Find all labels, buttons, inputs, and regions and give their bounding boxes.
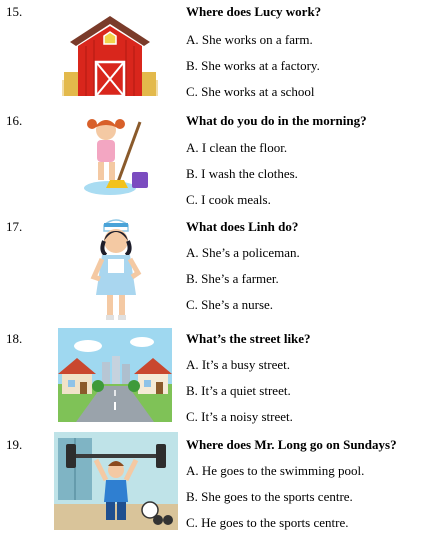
question-text: What do you do in the morning? bbox=[186, 113, 367, 128]
option-b[interactable]: B. She works at a factory. bbox=[186, 58, 320, 73]
option-a[interactable]: A. She works on a farm. bbox=[186, 32, 313, 47]
option-a[interactable]: A. She’s a policeman. bbox=[186, 245, 300, 260]
option-b[interactable]: B. It’s a quiet street. bbox=[186, 383, 291, 398]
option-b[interactable]: B. She’s a farmer. bbox=[186, 271, 279, 286]
question-text: What does Linh do? bbox=[186, 219, 299, 234]
option-c[interactable]: C. She’s a nurse. bbox=[186, 297, 274, 312]
question-number: 17. bbox=[6, 219, 23, 234]
quiet-street-illustration bbox=[58, 328, 172, 422]
question-text: What’s the street like? bbox=[186, 331, 311, 346]
option-b[interactable]: B. I wash the clothes. bbox=[186, 166, 298, 181]
option-a[interactable]: A. He goes to the swimming pool. bbox=[186, 463, 365, 478]
barn-illustration bbox=[60, 10, 160, 100]
option-c[interactable]: C. I cook meals. bbox=[186, 192, 271, 207]
option-c[interactable]: C. It’s a noisy street. bbox=[186, 409, 293, 424]
weightlifter-gym-illustration bbox=[54, 432, 178, 530]
nurse-illustration bbox=[90, 215, 142, 323]
question-text: Where does Mr. Long go on Sundays? bbox=[186, 437, 397, 452]
option-c[interactable]: C. He goes to the sports centre. bbox=[186, 515, 349, 530]
question-text: Where does Lucy work? bbox=[186, 4, 322, 19]
option-b[interactable]: B. She goes to the sports centre. bbox=[186, 489, 353, 504]
option-a[interactable]: A. I clean the floor. bbox=[186, 140, 288, 155]
question-number: 19. bbox=[6, 437, 23, 452]
question-number: 18. bbox=[6, 331, 23, 346]
option-a[interactable]: A. It’s a busy street. bbox=[186, 357, 290, 372]
girl-mopping-illustration bbox=[80, 112, 156, 198]
question-number: 16. bbox=[6, 113, 23, 128]
option-c[interactable]: C. She works at a school bbox=[186, 84, 315, 99]
question-number: 15. bbox=[6, 4, 23, 19]
